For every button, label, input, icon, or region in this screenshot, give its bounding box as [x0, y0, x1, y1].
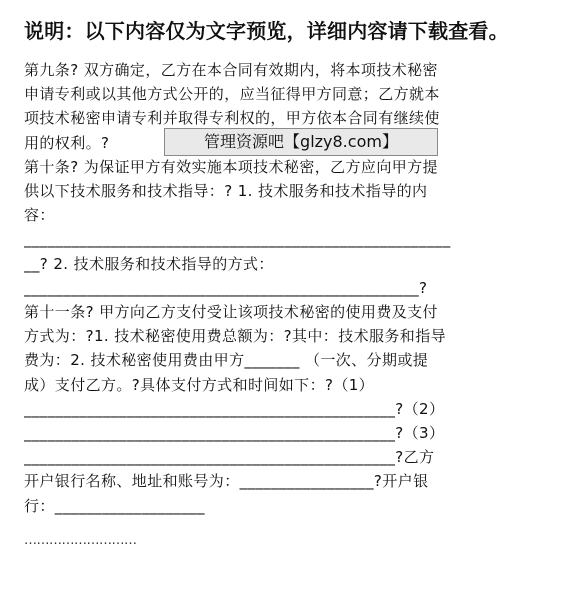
- preview-notice: 说明：以下内容仅为文字预览，详细内容请下载查看。: [24, 19, 509, 43]
- text-line: 行：___________________: [24, 496, 205, 515]
- text-line: 第十条? 为保证甲方有效实施本项技术秘密，乙方应向甲方提: [24, 157, 438, 176]
- text-line: 成）支付乙方。?具体支付方式和时间如下：?（1）: [24, 375, 375, 394]
- text-line: _______________________________________________?（3）: [24, 424, 445, 443]
- text-line: _______________________________________________?乙方: [24, 448, 435, 467]
- contract-text: [24, 58, 552, 518]
- text-line: 第十一条? 甲方向乙方支付受让该项技术秘密的使用费及支付: [24, 303, 438, 322]
- text-line: 第九条? 双方确定，乙方在本合同有效期内，将本项技术秘密: [24, 61, 438, 79]
- text-line: __________________________________________________?: [24, 278, 428, 297]
- text-line: 项技术秘密申请专利并取得专利权的，甲方依本合同有继续使: [24, 109, 440, 128]
- text-line: 开户银行名称、地址和账号为：_________________?开户银: [24, 472, 429, 491]
- continuation-ellipsis: ………………………: [24, 533, 137, 548]
- text-line: 供以下技术服务和技术指导：? 1. 技术服务和技术指导的内: [24, 182, 428, 201]
- text-line: 费为：2. 技术秘密使用费由甲方_______ （一次、分期或提: [24, 351, 429, 370]
- site-watermark: 管理资源吧【glzy8.com】: [164, 128, 438, 156]
- text-line: 申请专利或以其他方式公开的，应当征得甲方同意；乙方就本: [24, 85, 440, 104]
- text-line: 方式为：?1. 技术秘密使用费总额为：?其中：技术服务和指导: [24, 327, 447, 346]
- text-line: 容：: [24, 206, 55, 225]
- text-line: _______________________________________________?（2）: [24, 399, 445, 418]
- text-line: 用的权利。?: [24, 133, 110, 152]
- text-line: __? 2. 技术服务和技术指导的方式：: [24, 254, 274, 273]
- text-line: ______________________________________________________: [24, 230, 451, 249]
